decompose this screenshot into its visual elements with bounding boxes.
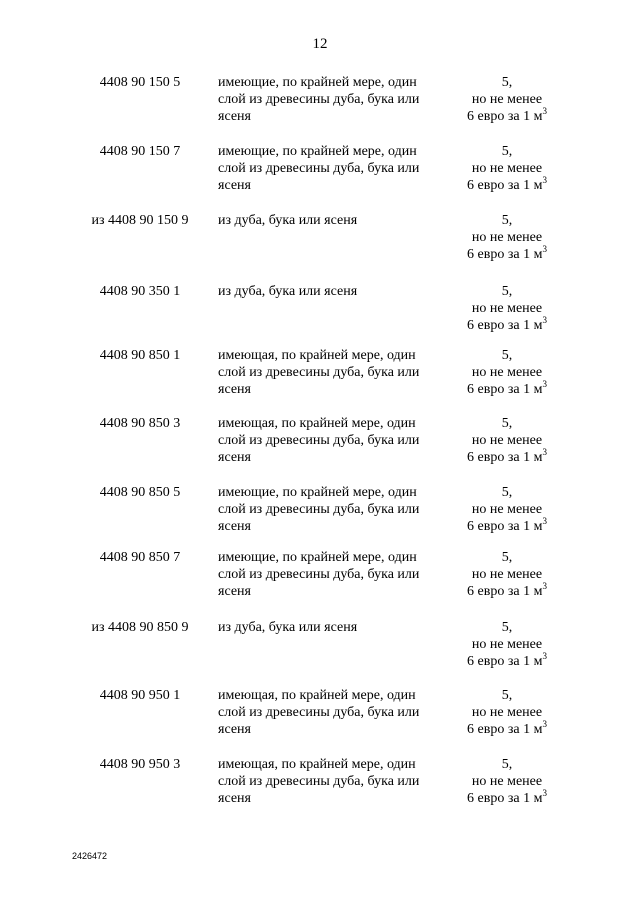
duty-rate: 5, но не менее 6 евро за 1 $м^3$ xyxy=(467,550,547,599)
document-id: 2426472 xyxy=(72,851,108,861)
duty-rate: 5, но не менее 6 евро за 1 $м^3$ xyxy=(467,485,547,534)
duty-rate: 5, но не менее 6 евро за 1 $м^3$ xyxy=(467,348,547,397)
description: имеющая, по крайней мере, один слой из древесины дуба, бука или ясеня xyxy=(218,757,420,806)
description: из дуба, бука или ясеня xyxy=(218,620,358,635)
commodity-code: 4408 90 150 7 xyxy=(99,144,181,159)
commodity-code: 4408 90 950 3 xyxy=(99,757,181,772)
duty-rate: 5, но не менее 6 евро за 1 $м^3$ xyxy=(467,284,547,333)
description: имеющие, по крайней мере, один слой из древесины дуба, бука или ясеня xyxy=(218,485,420,534)
duty-rate: 5, но не менее 6 евро за 1 $м^3$ xyxy=(467,620,547,669)
duty-rate: 5, но не менее 6 евро за 1 $м^3$ xyxy=(467,688,547,737)
duty-rate: 5, но не менее 6 евро за 1 $м^3$ xyxy=(467,416,547,465)
commodity-code: из 4408 90 150 9 xyxy=(91,213,189,228)
commodity-code: 4408 90 350 1 xyxy=(99,284,181,299)
commodity-code: 4408 90 850 7 xyxy=(99,550,181,565)
commodity-code: 4408 90 850 3 xyxy=(99,416,181,431)
page-number: 12 xyxy=(312,36,328,52)
commodity-code: 4408 90 150 5 xyxy=(99,75,181,90)
description: имеющие, по крайней мере, один слой из древесины дуба, бука или ясеня xyxy=(218,144,420,193)
description: имеющая, по крайней мере, один слой из древесины дуба, бука или ясеня xyxy=(218,348,420,397)
description: из дуба, бука или ясеня xyxy=(218,284,358,299)
description: имеющая, по крайней мере, один слой из древесины дуба, бука или ясеня xyxy=(218,688,420,737)
description: из дуба, бука или ясеня xyxy=(218,213,358,228)
commodity-code: 4408 90 950 1 xyxy=(99,688,181,703)
description: имеющие, по крайней мере, один слой из древесины дуба, бука или ясеня xyxy=(218,550,420,599)
description: имеющая, по крайней мере, один слой из древесины дуба, бука или ясеня xyxy=(218,416,420,465)
description: имеющие, по крайней мере, один слой из древесины дуба, бука или ясеня xyxy=(218,75,420,124)
commodity-code: 4408 90 850 5 xyxy=(99,485,181,500)
duty-rate: 5, но не менее 6 евро за 1 $м^3$ xyxy=(467,213,547,262)
duty-rate: 5, но не менее 6 евро за 1 $м^3$ xyxy=(467,144,547,193)
commodity-code: из 4408 90 850 9 xyxy=(91,620,189,635)
duty-rate: 5, но не менее 6 евро за 1 $м^3$ xyxy=(467,757,547,806)
commodity-code: 4408 90 850 1 xyxy=(99,348,181,363)
duty-rate: 5, но не менее 6 евро за 1 $м^3$ xyxy=(467,75,547,124)
